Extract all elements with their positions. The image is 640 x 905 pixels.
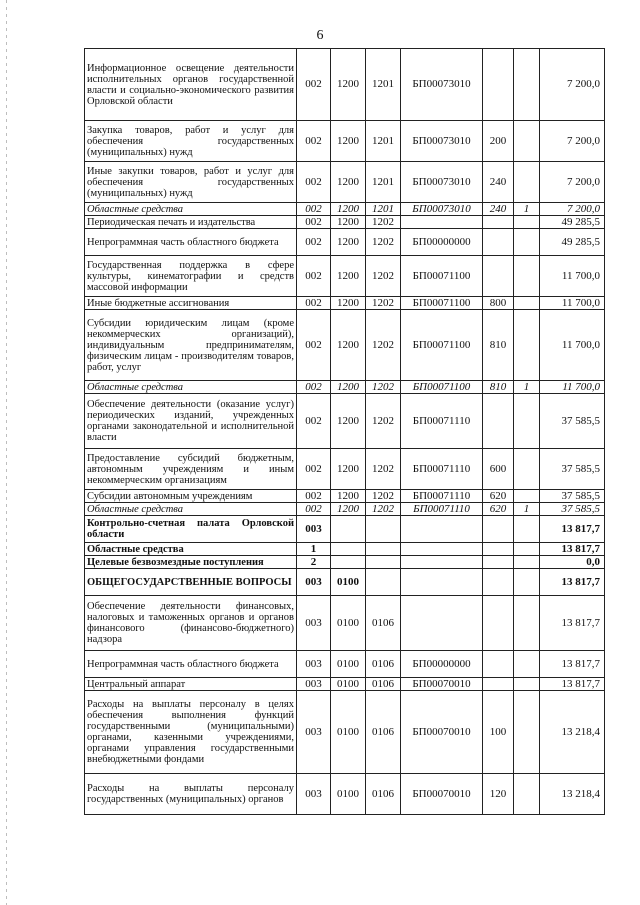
admin-code-cell: 003 [297,569,331,596]
amount-cell: 11 700,0 [540,310,605,381]
subsection-code-cell: 1201 [366,162,401,203]
description-cell: Областные средства [85,543,297,556]
admin-code-cell: 002 [297,162,331,203]
description-cell: Обеспечение деятельности финансовых, налоговых и таможенных органов и органов финансового (финансово-бюджетного) надзора [85,596,297,651]
table-row [85,543,605,556]
target-article-cell: БП00000000 [401,229,483,256]
target-article-cell: БП00071100 [401,381,483,394]
amount-cell: 13 218,4 [540,774,605,815]
amount-cell: 13 817,7 [540,569,605,596]
section-code-cell [331,543,366,556]
budget-table [84,48,605,815]
amount-cell: 49 285,5 [540,216,605,229]
target-article-cell: БП00073010 [401,121,483,162]
subsection-code-cell: 1201 [366,49,401,121]
table-row [85,381,605,394]
amount-cell: 7 200,0 [540,49,605,121]
admin-code-cell: 002 [297,381,331,394]
fund-source-cell [514,596,540,651]
page-number: 6 [316,28,324,43]
fund-source-cell [514,774,540,815]
expense-type-cell [483,216,514,229]
amount-cell: 49 285,5 [540,229,605,256]
fund-source-cell [514,490,540,503]
table-row [85,203,605,216]
description-cell: Субсидии автономным учреждениям [85,490,297,503]
section-code-cell: 1200 [331,394,366,449]
target-article-cell: БП00073010 [401,203,483,216]
expense-type-cell: 600 [483,449,514,490]
admin-code-cell: 002 [297,121,331,162]
expense-type-cell [483,516,514,543]
expense-type-cell: 620 [483,503,514,516]
target-article-cell: БП00070010 [401,691,483,774]
amount-cell: 37 585,5 [540,394,605,449]
expense-type-cell: 240 [483,203,514,216]
description-cell: Областные средства [85,503,297,516]
expense-type-cell: 240 [483,162,514,203]
section-code-cell: 1200 [331,121,366,162]
table-row [85,229,605,256]
fund-source-cell [514,678,540,691]
target-article-cell: БП00070010 [401,774,483,815]
description-cell: Периодическая печать и издательства [85,216,297,229]
admin-code-cell: 002 [297,449,331,490]
fund-source-cell [514,651,540,678]
admin-code-cell: 003 [297,774,331,815]
description-cell: ОБЩЕГОСУДАРСТВЕННЫЕ ВОПРОСЫ [85,569,297,596]
section-code-cell: 1200 [331,381,366,394]
fund-source-cell: 1 [514,503,540,516]
section-code-cell: 0100 [331,651,366,678]
section-code-cell: 1200 [331,503,366,516]
subsection-code-cell: 0106 [366,678,401,691]
subsection-code-cell [366,569,401,596]
table-row [85,256,605,297]
section-code-cell: 1200 [331,256,366,297]
admin-code-cell: 002 [297,394,331,449]
description-cell: Информационное освещение деятельности исполнительных органов государственной власти и социально-экономического развития Орловской области [85,49,297,121]
expense-type-cell: 810 [483,381,514,394]
section-code-cell: 1200 [331,203,366,216]
expense-type-cell: 810 [483,310,514,381]
table-row [85,394,605,449]
expense-type-cell [483,651,514,678]
subsection-code-cell: 1201 [366,121,401,162]
section-code-cell: 0100 [331,678,366,691]
table-row [85,596,605,651]
subsection-code-cell [366,516,401,543]
section-code-cell: 1200 [331,162,366,203]
amount-cell: 0,0 [540,556,605,569]
table-row [85,516,605,543]
expense-type-cell: 100 [483,691,514,774]
section-code-cell: 1200 [331,49,366,121]
description-cell: Областные средства [85,381,297,394]
expense-type-cell [483,256,514,297]
expense-type-cell [483,49,514,121]
target-article-cell: БП00071100 [401,256,483,297]
subsection-code-cell: 1202 [366,503,401,516]
subsection-code-cell: 0106 [366,691,401,774]
subsection-code-cell [366,543,401,556]
fund-source-cell [514,543,540,556]
target-article-cell: БП00070010 [401,678,483,691]
subsection-code-cell: 1202 [366,490,401,503]
target-article-cell: БП00000000 [401,651,483,678]
target-article-cell: БП00071100 [401,297,483,310]
section-code-cell: 0100 [331,569,366,596]
amount-cell: 7 200,0 [540,162,605,203]
table-row [85,651,605,678]
budget-table-body [85,49,605,815]
amount-cell: 13 817,7 [540,678,605,691]
amount-cell: 11 700,0 [540,256,605,297]
table-row [85,556,605,569]
admin-code-cell: 002 [297,49,331,121]
description-cell: Предоставление субсидий бюджетным, автономным учреждениям и иным некоммерческим организациям [85,449,297,490]
target-article-cell [401,596,483,651]
fund-source-cell: 1 [514,381,540,394]
subsection-code-cell: 1202 [366,297,401,310]
admin-code-cell: 1 [297,543,331,556]
admin-code-cell: 002 [297,256,331,297]
table-row [85,310,605,381]
fund-source-cell [514,229,540,256]
subsection-code-cell: 0106 [366,774,401,815]
fund-source-cell [514,449,540,490]
admin-code-cell: 002 [297,216,331,229]
admin-code-cell: 002 [297,490,331,503]
target-article-cell [401,216,483,229]
fund-source-cell [514,691,540,774]
table-row [85,162,605,203]
description-cell: Иные бюджетные ассигнования [85,297,297,310]
amount-cell: 7 200,0 [540,121,605,162]
fund-source-cell [514,310,540,381]
section-code-cell: 1200 [331,297,366,310]
fund-source-cell [514,556,540,569]
description-cell: Непрограммная часть областного бюджета [85,229,297,256]
target-article-cell: БП00071100 [401,310,483,381]
description-cell: Обеспечение деятельности (оказание услуг) периодических изданий, учрежденных органами законодательной и исполнительной власти [85,394,297,449]
section-code-cell: 0100 [331,774,366,815]
subsection-code-cell: 1202 [366,449,401,490]
admin-code-cell: 002 [297,203,331,216]
table-row [85,121,605,162]
amount-cell: 13 817,7 [540,651,605,678]
table-row [85,490,605,503]
fund-source-cell [514,297,540,310]
description-cell: Контрольно-счетная палата Орловской области [85,516,297,543]
expense-type-cell [483,556,514,569]
expense-type-cell [483,229,514,256]
description-cell: Закупка товаров, работ и услуг для обеспечения государственных (муниципальных) нужд [85,121,297,162]
fund-source-cell [514,394,540,449]
fund-source-cell [514,49,540,121]
expense-type-cell [483,543,514,556]
section-code-cell [331,516,366,543]
description-cell: Субсидии юридическим лицам (кроме некоммерческих организаций), индивидуальным предпринимателям, физическим лицам - производителям товаров, работ, услуг [85,310,297,381]
section-code-cell: 0100 [331,691,366,774]
fund-source-cell [514,256,540,297]
admin-code-cell: 003 [297,516,331,543]
table-row [85,569,605,596]
expense-type-cell [483,678,514,691]
subsection-code-cell: 1202 [366,310,401,381]
subsection-code-cell [366,556,401,569]
description-cell: Иные закупки товаров, работ и услуг для обеспечения государственных (муниципальных) нужд [85,162,297,203]
subsection-code-cell: 1202 [366,256,401,297]
budget-table-container [84,48,604,815]
table-row [85,678,605,691]
amount-cell: 37 585,5 [540,449,605,490]
amount-cell: 11 700,0 [540,297,605,310]
admin-code-cell: 002 [297,503,331,516]
description-cell: Областные средства [85,203,297,216]
amount-cell: 13 218,4 [540,691,605,774]
description-cell: Целевые безвозмездные поступления [85,556,297,569]
table-row [85,691,605,774]
table-row [85,216,605,229]
subsection-code-cell: 1202 [366,394,401,449]
admin-code-cell: 2 [297,556,331,569]
section-code-cell: 1200 [331,449,366,490]
section-code-cell: 1200 [331,229,366,256]
fund-source-cell [514,216,540,229]
section-code-cell: 1200 [331,490,366,503]
target-article-cell [401,569,483,596]
subsection-code-cell: 0106 [366,651,401,678]
section-code-cell: 1200 [331,216,366,229]
description-cell: Расходы на выплаты персоналу государственных (муниципальных) органов [85,774,297,815]
description-cell: Непрограммная часть областного бюджета [85,651,297,678]
fund-source-cell [514,516,540,543]
amount-cell: 37 585,5 [540,503,605,516]
target-article-cell [401,556,483,569]
expense-type-cell: 620 [483,490,514,503]
amount-cell: 11 700,0 [540,381,605,394]
section-code-cell: 1200 [331,310,366,381]
subsection-code-cell: 1202 [366,229,401,256]
fund-source-cell [514,569,540,596]
amount-cell: 13 817,7 [540,596,605,651]
target-article-cell: БП00071110 [401,394,483,449]
table-row [85,49,605,121]
expense-type-cell: 800 [483,297,514,310]
target-article-cell: БП00073010 [401,162,483,203]
description-cell: Государственная поддержка в сфере культуры, кинематографии и средств массовой информации [85,256,297,297]
table-row [85,774,605,815]
fund-source-cell [514,162,540,203]
subsection-code-cell: 1202 [366,216,401,229]
amount-cell: 7 200,0 [540,203,605,216]
expense-type-cell: 200 [483,121,514,162]
expense-type-cell [483,569,514,596]
fund-source-cell: 1 [514,203,540,216]
admin-code-cell: 002 [297,229,331,256]
target-article-cell [401,516,483,543]
amount-cell: 13 817,7 [540,543,605,556]
admin-code-cell: 002 [297,297,331,310]
table-row [85,449,605,490]
admin-code-cell: 003 [297,691,331,774]
admin-code-cell: 003 [297,651,331,678]
target-article-cell: БП00071110 [401,490,483,503]
subsection-code-cell: 1201 [366,203,401,216]
subsection-code-cell: 1202 [366,381,401,394]
table-row [85,297,605,310]
amount-cell: 13 817,7 [540,516,605,543]
fund-source-cell [514,121,540,162]
admin-code-cell: 002 [297,310,331,381]
admin-code-cell: 003 [297,596,331,651]
target-article-cell: БП00071110 [401,503,483,516]
scan-margin-line [6,0,7,905]
expense-type-cell [483,596,514,651]
amount-cell: 37 585,5 [540,490,605,503]
table-row [85,503,605,516]
description-cell: Расходы на выплаты персоналу в целях обеспечения выполнения функций государственными (муниципальными) органами, казенными учреждениями, органами управления государственными внебюджетными фондами [85,691,297,774]
section-code-cell [331,556,366,569]
target-article-cell [401,543,483,556]
subsection-code-cell: 0106 [366,596,401,651]
target-article-cell: БП00071110 [401,449,483,490]
target-article-cell: БП00073010 [401,49,483,121]
admin-code-cell: 003 [297,678,331,691]
expense-type-cell: 120 [483,774,514,815]
section-code-cell: 0100 [331,596,366,651]
expense-type-cell [483,394,514,449]
description-cell: Центральный аппарат [85,678,297,691]
